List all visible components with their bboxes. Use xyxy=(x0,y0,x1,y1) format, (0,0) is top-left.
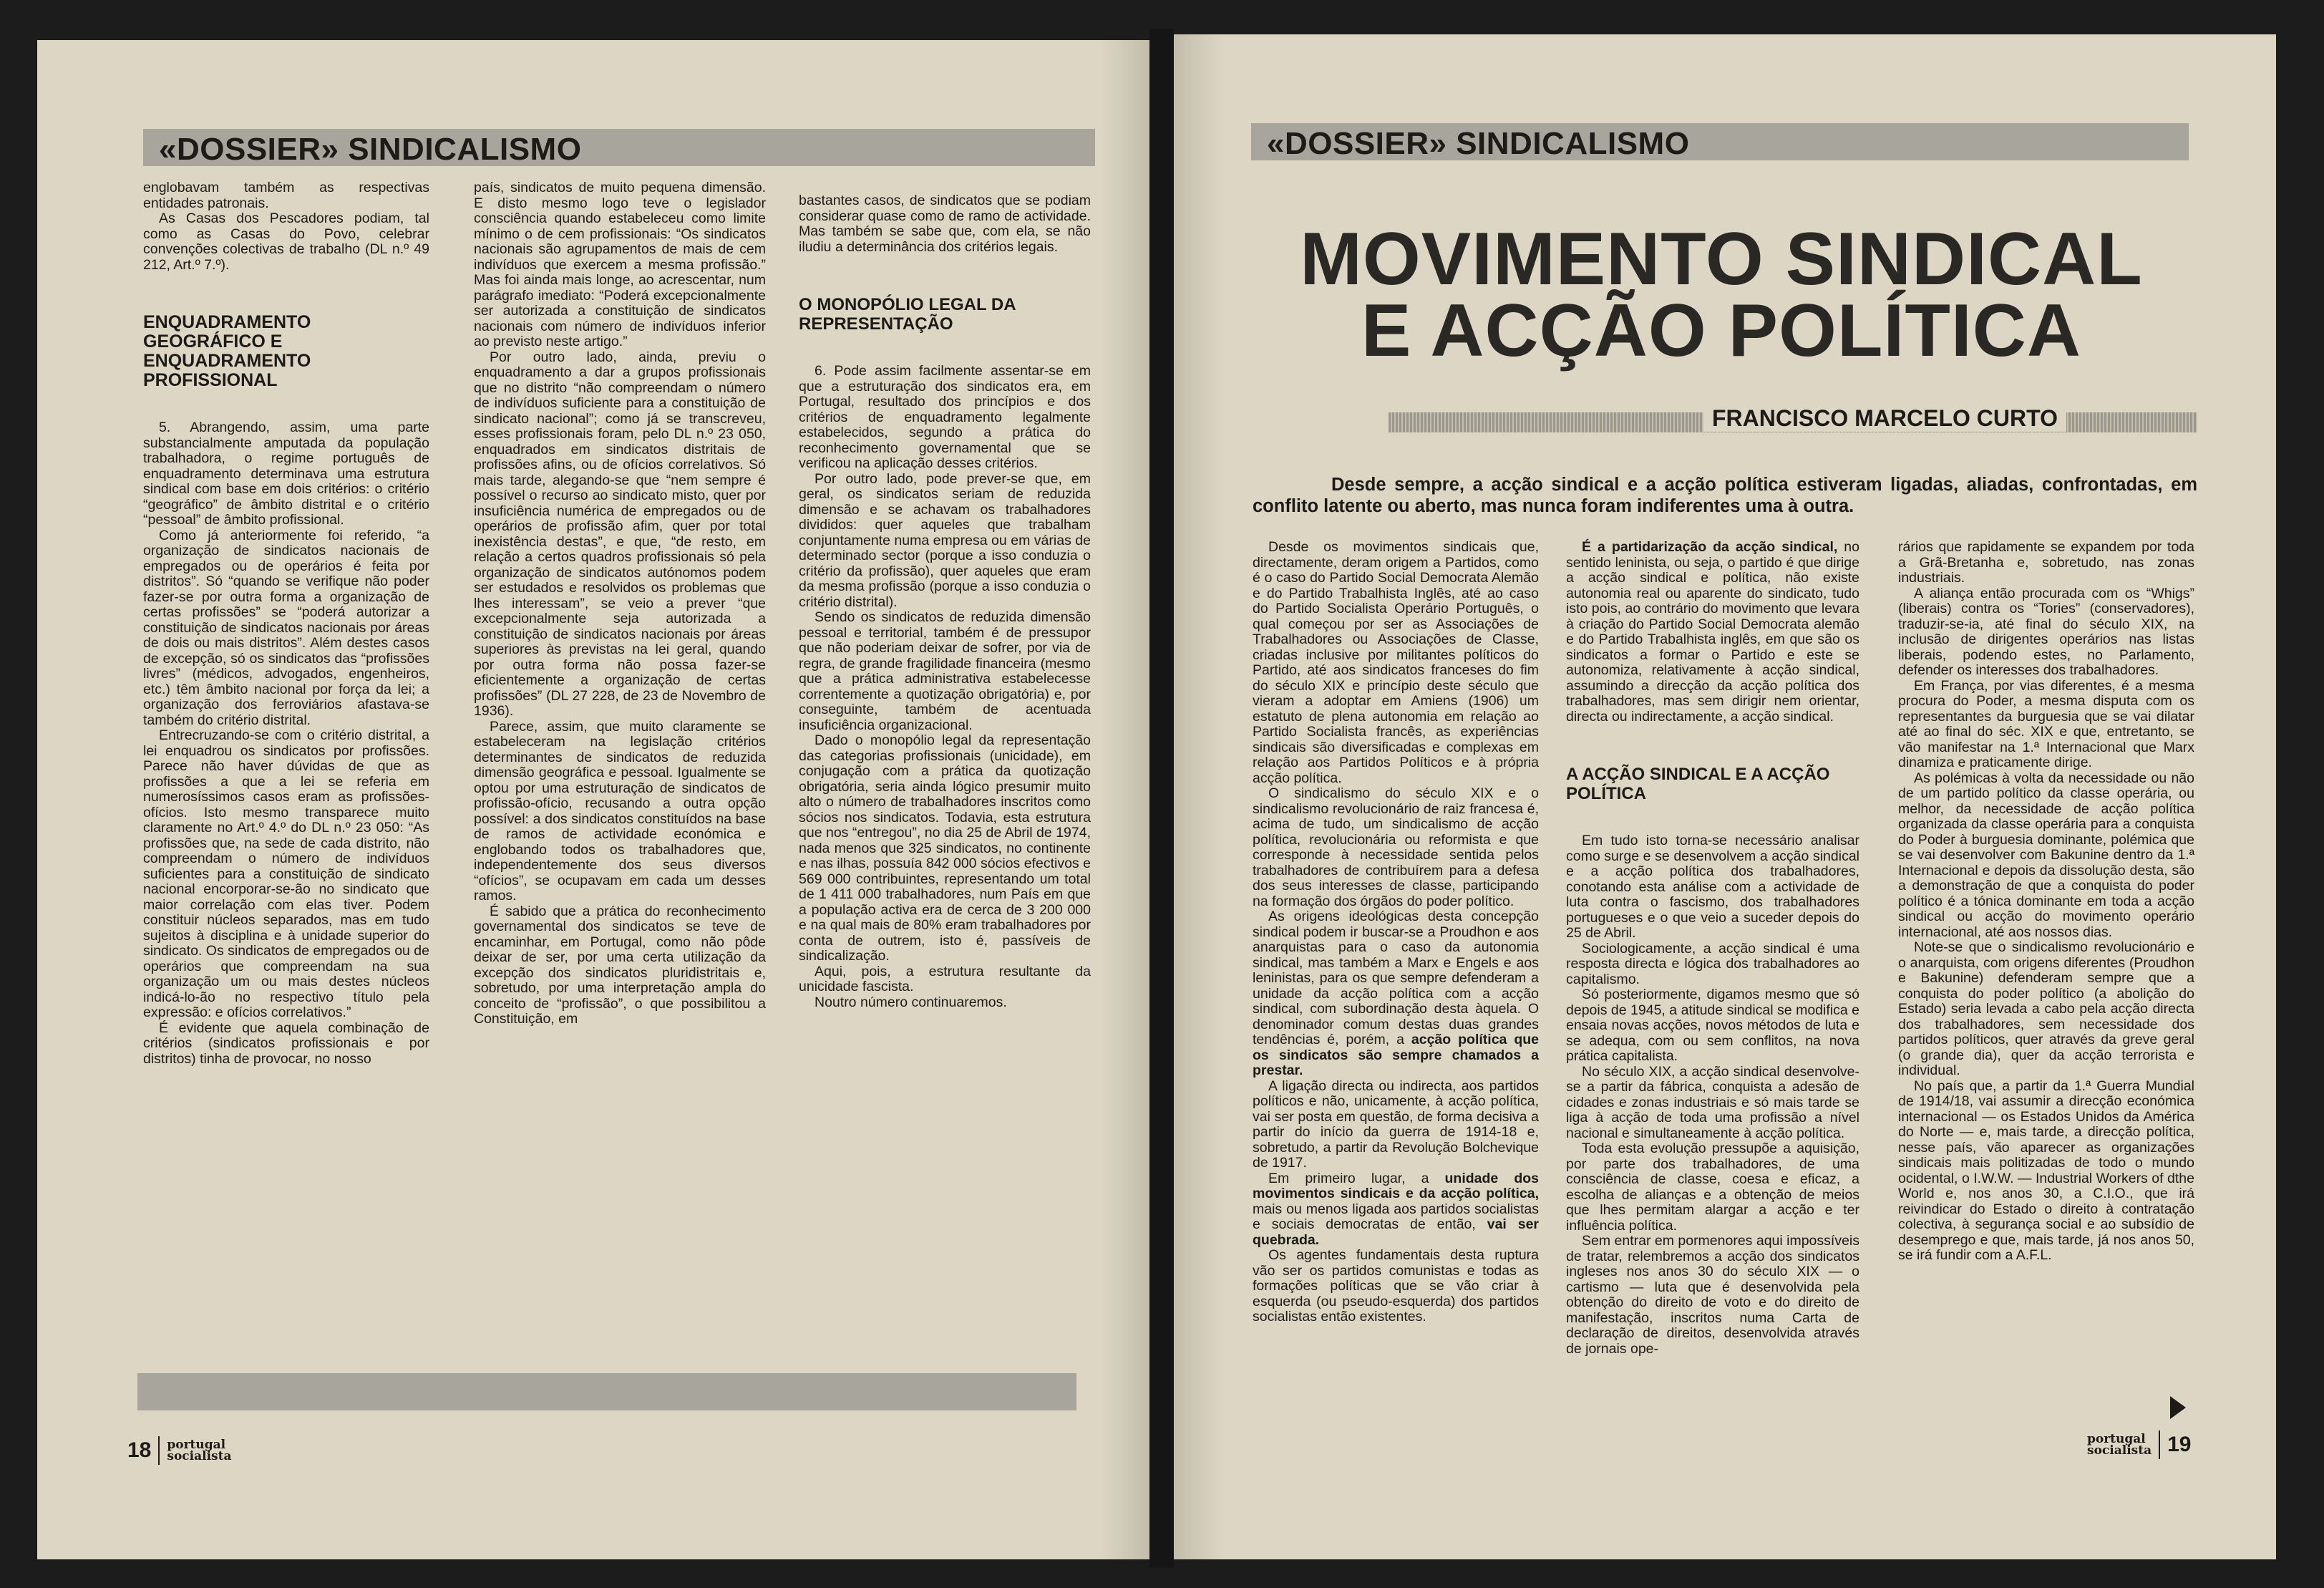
page-number: 19 xyxy=(2167,1433,2192,1456)
continue-arrow-icon xyxy=(2170,1396,2186,1419)
folio xyxy=(2087,1430,2191,1459)
page-number: 18 xyxy=(127,1438,152,1462)
paragraph: Só posteriormente, digamos mesmo que só depois de 1945, a atitude sindical se modifica e ensaia novas acções, novos métodos de luta e se adequa, com ou sem conflitos, na nova prática capitalista. xyxy=(1566,987,1859,1064)
paragraph: O sindicalismo do século XIX e o sindicalismo revolucionário de raiz francesa é, acima de tudo, um sindicalismo de acção política, revolucionária ou reformista e que corresponde à necessidade sentida pelos trabalhadores de contribuírem para a defesa dos seus interesses de classe, participando na formação dos órgãos do poder político. xyxy=(1253,785,1539,909)
article-headline: MOVIMENTO SINDICAL E ACÇÃO POLÍTICA xyxy=(1300,218,2143,372)
page-19 xyxy=(1174,34,2276,1559)
paragraph: Por outro lado, pode prever-se que, em geral, os sindicatos seriam de reduzida dimensão e se achavam os trabalhadores divididos: quer aqueles que trabalham conjuntamente numa empresa ou em várias de determinado sector (porque a isso conduzia o critério da profissão), quer aqueles que eram da mesma profissão (porque a isso conduzia o critério distrital). xyxy=(799,470,1091,610)
paragraph: 5. Abrangendo, assim, uma parte substancialmente amputada da população trabalhadora, o regime português de enquadramento determinava uma estrutura sindical com base em dois critérios: o critério “geográfico” de âmbito distrital e o critério “pessoal” de âmbito profissional. xyxy=(143,420,429,528)
paragraph: Dado o monopólio legal da representação das categorias profissionais (unicidade), em conjugação com a prática da quotização obrigatória, seria ainda lógico presumir muito alto o número de trabalhadores inscritos como sócios nos sindicatos. Todavia, esta estrutura que nos “entregou”, no dia 25 de Abril de 1974, nada menos que 325 sindicatos, no continente e nas ilhas, possuía 842 000 sócios efectivos e 569 000 contribuintes, representando um total de 1 411 000 trabalhadores, num País em que a população activa era de cerca de 3 200 000 e na qual mais de 80% eram trabalhadores por conta de outrem, isto é, passíveis de sindicalização. xyxy=(799,732,1091,964)
paragraph: É sabido que a prática do reconhecimento governamental dos sindicatos se teve de encaminhar, em Portugal, como não pôde deixar de ser, por uma certa utilização da excepção dos sindicatos pluridistritais e, sobretudo, por uma interpretação ampla do conceito de “profissão”, o que possibilitou a Constituição, em xyxy=(474,903,766,1027)
paragraph: A ligação directa ou indirecta, aos partidos políticos e não, unicamente, à acção política, vai ser posta em questão, de forma decisiva a partir do início da guerra de 1914-18 e, sobretudo, a partir da Revolução Bolchevique de 1917. xyxy=(1253,1078,1539,1171)
paragraph: rários que rapidamente se expandem por toda a Grã-Bretanha e, sobretudo, nas zonas industriais. xyxy=(1898,539,2194,586)
subheading: A ACÇÃO SINDICAL E A ACÇÃO POLÍTICA xyxy=(1566,765,1830,803)
paragraph: Note-se que o sindicalismo revolucionário e o anarquista, com origens diferentes (Proudhon e Bakunine) defenderam sempre que a conquista do poder político (a abolição do Estado) seria levada a cabo pela acção directa dos trabalhadores, sem necessidade dos partidos políticos, quer através da greve geral (o grande dia), quer da acção terrorista e individual. xyxy=(1898,939,2194,1078)
paragraph: país, sindicatos de muito pequena dimensão. E disto mesmo logo teve o legislador consciência quando estabeleceu como limite mínimo o de cem profissionais: “Os sindicatos nacionais são agrupamentos de mais de cem indivíduos que exercem a mesma profissão.” Mas foi ainda mais longe, ao acrescentar, num parágrafo imediato: “Poderá excepcionalmente ser autorizada a constituição de sindicatos nacionais com número de indivíduos inferior ao previsto neste artigo.” xyxy=(474,180,766,349)
paragraph: Sociologicamente, a acção sindical é uma resposta directa e lógica dos trabalhadores ao capitalismo. xyxy=(1566,940,1859,987)
paragraph: Noutro número continuaremos. xyxy=(815,994,1007,1010)
masthead-logo: portugal socialista xyxy=(167,1438,232,1463)
paragraph: Desde os movimentos sindicais que, directamente, deram origem a Partidos, como é o caso do Partido Social Democrata Alemão e do Partido Trabalhista Inglês, até ao caso do Partido Socialista Operário Português, o qual começou por ser as Associações de Trabalhadores ou Associações de Classe, criadas inclusive por militantes políticos do Partido, até aos sindicatos franceses do fim do século XIX e princípio deste século que vieram a adoptar em Amiens (1906) um estatuto de plena autonomia em relação ao Partido Socialista francês, as experiências sindicais são diversificadas e complexas em relação aos Partidos Políticos e à própria acção política. xyxy=(1253,539,1539,786)
subheading: ENQUADRAMENTO GEOGRÁFICO E ENQUADRAMENTO PROFISSIONAL xyxy=(143,312,311,390)
left-column-2 xyxy=(474,180,766,1027)
paragraph: Sem entrar em pormenores aqui impossíveis de tratar, relembremos a acção dos sindicatos ingleses nos anos 30 do século XIX — o cartismo — luta que é desenvolvida pela obtenção do direito de voto e do direito de manifestação, inscritos numa Carta de declaração de direitos, desenvolvida através de jornais ope- xyxy=(1566,1233,1859,1357)
bottom-rule-bar xyxy=(137,1373,1076,1410)
paragraph: Por outro lado, ainda, previu o enquadramento a dar a grupos profissionais que no distrito “não compreendam o número de indivíduos suficiente para a constituição de sindicato nacional”; como já se transcreveu, esses profissionais foram, pelo DL n.º 23 050, enquadrados em sindicatos distritais de profissões afins, ou de ofícios correlativos. Só mais tarde, alegando-se que “nem sempre é possível o recurso ao sindicato misto, quer por insuficiência numérica de empregados ou de operários de profissão afim, quer por total inexistência destas”, e que, “de resto, em relação a certos quadros profissionais só pela organização de sindicatos autónomos podem ser estudados e resolvidos os problemas que lhes interessam”, se veio a prever “que excepcionalmente seja autorizada a constituição de sindicatos nacionais por áreas superiores às previstas na lei geral, quando por outra forma não possa fazer-se eficientemente a organização de certas profissões” (DL 27 228, de 23 de Novembro de 1936). xyxy=(474,349,766,719)
paragraph: Em França, por vias diferentes, é a mesma procura do Poder, a mesma disputa com os representantes da burguesia que se vai dilatar até ao final do séc. XIX e que, entretanto, se vão manifestar na 1.ª Internacional que Marx dinamiza e praticamente dirige. xyxy=(1898,677,2194,770)
section-label: «DOSSIER» SINDICALISMO xyxy=(159,132,582,167)
paragraph: 6. Pode assim facilmente assentar-se em que a estruturação dos sindicatos era, em Portugal, resultado dos princípios e dos critérios de enquadramento legalmente estabelecidos, segundo a prática do reconhecimento governamental que se verificou na aplicação desses critérios. xyxy=(799,363,1091,471)
paragraph: É evidente que aquela combinação de critérios (sindicatos profissionais e por distritos) tinha de provocar, no nosso xyxy=(143,1020,429,1067)
paragraph: Toda esta evolução pressupõe a aquisição, por parte dos trabalhadores, de uma consciência de classe, coesa e eficaz, a escolha de alianças e a obtenção de meios que lhes permitam alargar a acção e ter influência política. xyxy=(1566,1141,1859,1234)
left-column-3 xyxy=(799,193,1091,1010)
author-byline: FRANCISCO MARCELO CURTO xyxy=(1703,405,2066,432)
masthead-logo: portugal socialista xyxy=(2087,1432,2152,1458)
paragraph: As Casas dos Pescadores podiam, tal como as Casas do Povo, celebrar convenções colectivas de trabalho (DL n.º 49 212, Art.º 7.º). xyxy=(143,210,429,273)
paragraph: As origens ideológicas desta concepção sindical podem ir buscar-se a Proudhon e aos anarquistas para o caso da autonomia sindical, mas também a Marx e Engels e aos leninistas, para os que sempre defenderam a unidade da acção política com a acção sindical, com subordinação desta àquela. O denominador comum destas duas grandes tendências é, porém, a acção política que os sindicatos são sempre chamados a prestar. xyxy=(1253,909,1539,1078)
paragraph: Os agentes fundamentais desta ruptura vão ser os partidos comunistas e todas as formações políticas que se vão criar à esquerda (ou pseudo-esquerda) dos partidos socialistas então existentes. xyxy=(1253,1247,1539,1325)
right-column-1 xyxy=(1253,540,1539,1325)
paragraph: A aliança então procurada com os “Whigs” (liberais) contra os “Tories” (conservadores), traduzir-se-ia, até final do século XIX, na inclusão de dirigentes operários nas listas liberais, podendo estes, no Parlamento, defender os interesses dos trabalhadores. xyxy=(1898,585,2194,678)
paragraph: englobavam também as respectivas entidades patronais. xyxy=(143,180,429,211)
section-label: «DOSSIER» SINDICALISMO xyxy=(1267,126,1690,161)
paragraph: Aqui, pois, a estrutura resultante da unicidade fascista. xyxy=(799,963,1091,994)
paragraph: É a partidarização da acção sindical, no sentido leninista, ou seja, o partido é que dirige a acção sindical e política, não existe autonomia real ou aparente do sindicato, tudo isto pois, ao contrário do movimento que levara à criação do Partido Social Democrata alemão e do Partido Trabalhista inglês, em que são os sindicatos a formar o Partido e este se autonomiza, relativamente à acção sindical, assumindo a direcção da acção política dos trabalhadores, mas sem dirigir nem orientar, directa ou indirectamente, a acção sindical. xyxy=(1566,539,1859,725)
section-banner xyxy=(1251,123,2189,160)
paragraph: No século XIX, a acção sindical desenvolve-se a partir da fábrica, conquista a adesão de cidades e zonas industriais e só mais tarde se liga à acção de toda uma profissão a nível nacional e simultaneamente à acção política. xyxy=(1566,1063,1859,1141)
paragraph: Entrecruzando-se com o critério distrital, a lei enquadrou os sindicatos por profissões. Parece não haver dúvidas de que as profissões a que a lei se referia em numerosíssimos casos eram as profissões-ofícios. Isto mesmo transparece muito claramente no Art.º 4.º do DL n.º 23 050: “As profissões que, na sede de cada distrito, não compreendam o número de indivíduos suficientes para a constituição de sindicato nacional encorporar-se-ão no sindicato que maior correlação com elas tiver. Podem constituir núcleos separados, mas em tudo sujeitos à disciplina e à unidade superior do sindicato. Os sindicatos de empregados ou de operários que compreendam na sua organização um ou mais destes núcleos indicá-lo-ão no respectivo título pela expressão: e ofícios correlativos.” xyxy=(143,727,429,1020)
left-column-1 xyxy=(143,180,429,1067)
paragraph: Sendo os sindicatos de reduzida dimensão pessoal e territorial, também é de pressupor que não poderiam deixar de sofrer, por via de regra, de grande fragilidade financeira (mesmo que a prática administrativa estabelecesse correntemente a quotização obrigatória) e, por conseguinte, também de acentuada insuficiência organizacional. xyxy=(799,609,1091,733)
paragraph: No país que, a partir da 1.ª Guerra Mundial de 1914/18, vai assumir a direcção económica internacional — os Estados Unidos da América do Norte — e, mais tarde, a direcção política, nesse país, vão aparecer as organizações sindicais mais politizadas de todo o mundo ocidental, o I.W.W. — Industrial Workers of dthe World e, nos anos 30, a C.I.O., que irá reivindicar do Estado o direito à contratação colectiva, à segurança social e ao subsídio de desemprego e que, mais tarde, já nos anos 50, se irá fundir com a A.F.L. xyxy=(1898,1078,2194,1263)
paragraph: Em primeiro lugar, a unidade dos movimentos sindicais e da acção política, mais ou menos ligada aos partidos socialistas e sociais democratas de então, vai ser quebrada. xyxy=(1253,1170,1539,1248)
paragraph: Parece, assim, que muito claramente se estabeleceram na legislação critérios determinantes de sindicatos de reduzida dimensão geográfica e pessoal. Igualmente se optou por uma estruturação de sindicatos de profissão-ofício, recusando a outra opção possível: a dos sindicatos constituídos na base de ramos de actividade económica e englobando todos os trabalhadores que, independentemente dos seus diversos “ofícios”, se ocupavam em cada um desses ramos. xyxy=(474,718,766,904)
page-18 xyxy=(37,40,1149,1559)
paragraph: Como já anteriormente foi referido, “a organização de sindicatos nacionais de empregados ou de operários é feita por distritos”. Só “quando se verifique não poder fazer-se por outra forma a organização de certas profissões” se “poderá autorizar a constituição de sindicatos nacionais por áreas de dois ou mais distritos”. Além destes casos de excepção, só os sindicatos das “profissões livres” (médicos, advogados, engenheiros, etc.) têm âmbito nacional por força da lei; a organização dos ferroviários afastava-se também do critério distrital. xyxy=(143,527,429,728)
folio xyxy=(127,1436,231,1465)
subheading: O MONOPÓLIO LEGAL DA REPRESENTAÇÃO xyxy=(799,295,1016,334)
paragraph: bastantes casos, de sindicatos que se podiam considerar quase como de ramo de actividade. Mas também se sabe que, com ela, se não iludiu a determinância dos critérios legais. xyxy=(799,193,1091,255)
right-column-3 xyxy=(1898,540,2194,1264)
article-lead: Desde sempre, a acção sindical e a acção política estiveram ligadas, aliadas, confrontadas, em conflito latente ou aberto, mas nunca foram indiferentes uma à outra. xyxy=(1253,475,2197,516)
section-banner xyxy=(143,129,1095,166)
paragraph: As polémicas à volta da necessidade ou não de um partido político da classe operária, ou melhor, da necessidade de acção política organizada da classe operária para a conquista do Poder à burguesia dominante, polémica que se vai desenvolver com Bakunine dentro da 1.ª Internacional e depois da dissolução desta, são a demonstração de que a conquista do poder político é a tónica dominante em toda a acção sindical ou acção do movimento operário internacional, até aos nossos dias. xyxy=(1898,770,2194,940)
right-column-2 xyxy=(1566,540,1859,1357)
paragraph: Em tudo isto torna-se necessário analisar como surge e se desenvolvem a acção sindical e a acção política dos trabalhadores, conotando esta análise com a actividade de luta contra o fascismo, dos trabalhadores portugueses e o que veio a suceder depois do 25 de Abril. xyxy=(1566,833,1859,941)
binding-gutter xyxy=(1149,29,1174,1568)
